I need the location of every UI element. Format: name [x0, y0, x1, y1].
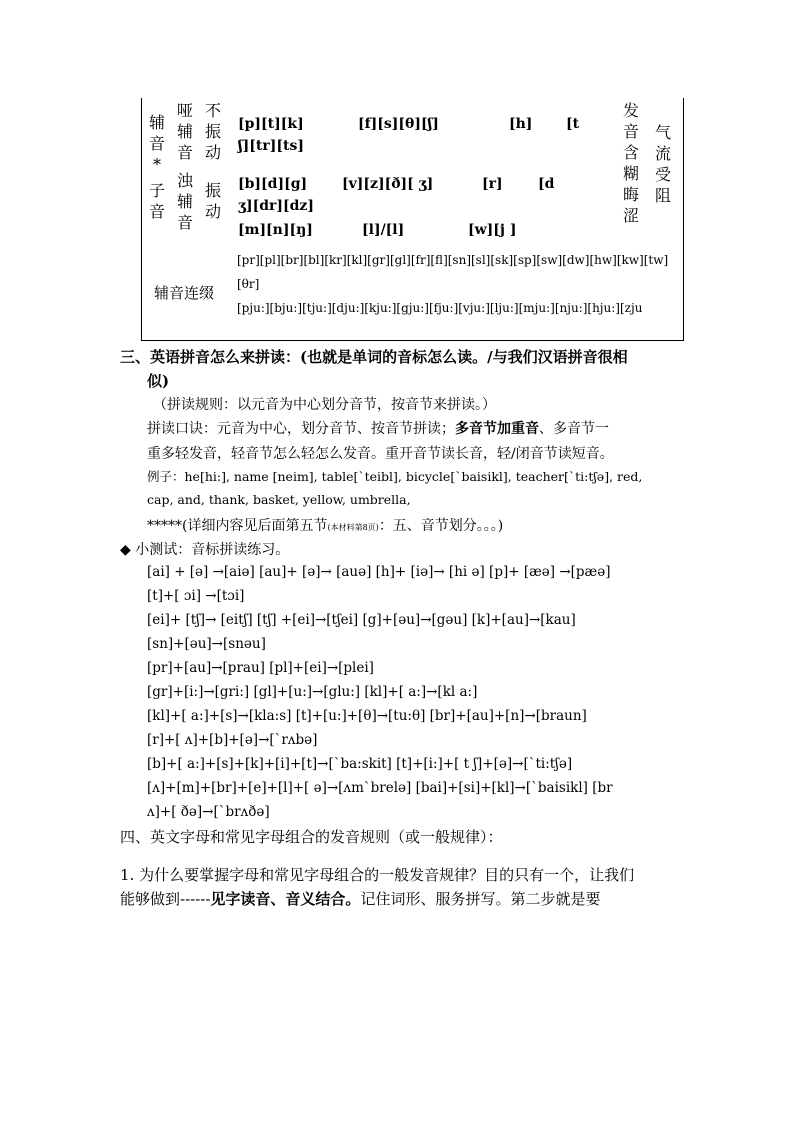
section4-paragraph-line2: 能够做到------见字读音、音义结合。记住词形、服务拼写。第二步就是要	[120, 890, 601, 908]
voiced-affricate-start: [d	[538, 176, 555, 192]
voiced-plosives: [b][d][g]	[238, 176, 308, 192]
voiceless-affricate-start: [t	[566, 116, 580, 132]
example-line2: cap, and, thank, basket, yellow, umbrella,	[147, 492, 411, 507]
voiceless-label: 哑辅音	[176, 101, 193, 162]
quiz-line: [ei]+ [tʃ]→ [eitʃ] [tʃ] +[ei]→[tʃei] [g]+[əu]→[gəu] [k]+[au]→[kau]	[147, 612, 576, 628]
example-line1: 例子：he[hi:], name [neim], table[`teibl], bicycle[`baisikl], teacher[`ti:tʃə], red,	[147, 469, 643, 484]
consonant-cluster-label: 辅音连缀	[154, 284, 215, 302]
vague-pronunciation-label: 发音含糊晦涩	[622, 101, 639, 225]
voiceless-plosives: [p][t][k]	[238, 116, 304, 132]
no-vibration-label: 不振动	[204, 101, 221, 162]
section3-heading-line1: 三、英语拼音怎么来拼读：(也就是单词的音标怎么读。/与我们汉语拼音很相	[120, 348, 628, 366]
emphasis-text: 多音节加重音	[455, 421, 539, 437]
zi-yin-label: 子音	[148, 181, 165, 221]
quiz-line: [kl]+[ a:]+[s]→[kla:s] [t]+[u:]+[θ]→[tu:θ] [br]+[au]+[n]→[braun]	[147, 708, 587, 724]
quiz-line: [ʌ]+[m]+[br]+[e]+[l]+[ ə]→[ʌm`brelə] [bai]+[si]+[kl]→[`baisikl] [br	[147, 780, 613, 796]
quiz-line: [sn]+[əu]→[snəu]	[147, 636, 266, 652]
reference-note: *****(详细内容见后面第五节(本材料第8页)：五、音节划分。。。)	[147, 518, 504, 534]
quiz-line: [pr]+[au]→[prau] [pl]+[ei]→[plei]	[147, 660, 374, 676]
quiz-line: [b]+[ a:]+[s]+[k]+[i]+[t]→[`ba:skit] [t]+[i:]+[ t ʃ]+[ə]→[`ti:tʃə]	[147, 756, 573, 772]
vertical-text: 辅音	[148, 113, 165, 153]
quiz-line: [r]+[ ʌ]+[b]+[ə]→[`rʌbə]	[147, 732, 318, 748]
r-sound: [r]	[482, 176, 503, 192]
vibration-label: 振动	[204, 181, 221, 221]
nasals: [m][n][ŋ]	[238, 222, 313, 238]
quiz-line: ʌ]+[ ðə]→[`brʌðə]	[147, 804, 270, 820]
voiceless-affricates: ʃ][tr][ts]	[238, 138, 304, 154]
voiced-fricatives: [v][z][ð][ ʒ]	[342, 176, 434, 192]
consonant-table	[141, 98, 684, 341]
quiz-line: [t]+[ ɔi] →[tɔi]	[147, 588, 245, 604]
spelling-tip-line1: 拼读口诀：元音为中心，划分音节、按音节拼读；多音节加重音、多音节一	[147, 421, 609, 437]
voiced-label: 浊辅音	[176, 171, 193, 232]
laterals: [l]/[l]	[362, 222, 405, 238]
consonant-cluster-line1: [pr][pl][br][bl][kr][kl][gr][gl][fr][fl][sn][sl][sk][sp][sw][dw][hw][kw][tw] [θr]	[237, 253, 669, 291]
quiz-line: [gr]+[i:]→[gri:] [gl]+[u:]→[glu:] [kl]+[ a:]→[kl a:]	[147, 684, 478, 700]
quiz-line: [ai] + [ə] →[aiə] [au]+ [ə]→ [auə] [h]+ [iə]→ [hi ə] [p]+ [æə] →[pæə]	[147, 564, 611, 580]
section3-heading-line2: 似)	[147, 372, 170, 390]
semivowels: [w][j ]	[468, 222, 517, 238]
spelling-tip-line2: 重多轻发音，轻音节怎么轻怎么发音。重开音节读长音，轻/闭音节读短音。	[147, 446, 614, 462]
emphasis-text: 见字读音、音义结合。	[210, 890, 361, 908]
airflow-blocked-label: 气流受阻	[654, 123, 671, 205]
section4-paragraph-line1: 1. 为什么要掌握字母和常见字母组合的一般发音规律？目的只有一个，让我们	[120, 866, 635, 884]
spelling-rule: （拼读规则：以元音为中心划分音节，按音节来拼读。）	[153, 397, 496, 413]
quiz-title: ◆ 小测试：音标拼读练习。	[120, 542, 290, 558]
h-sound: [h]	[509, 116, 533, 132]
voiced-affricates: ʒ][dr][dz]	[238, 198, 314, 214]
section4-heading: 四、英文字母和常见字母组合的发音规则（或一般规律）：	[120, 828, 503, 846]
consonant-vertical-label	[148, 112, 166, 154]
asterisk-label: *	[153, 155, 161, 174]
voiceless-fricatives: [f][s][θ][ʃ]	[358, 116, 439, 132]
consonant-cluster-line2: [pju:][bju:][tju:][dju:][kju:][gju:][fju:][vju:][lju:][mju:][nju:][hju:][zju	[237, 301, 643, 315]
